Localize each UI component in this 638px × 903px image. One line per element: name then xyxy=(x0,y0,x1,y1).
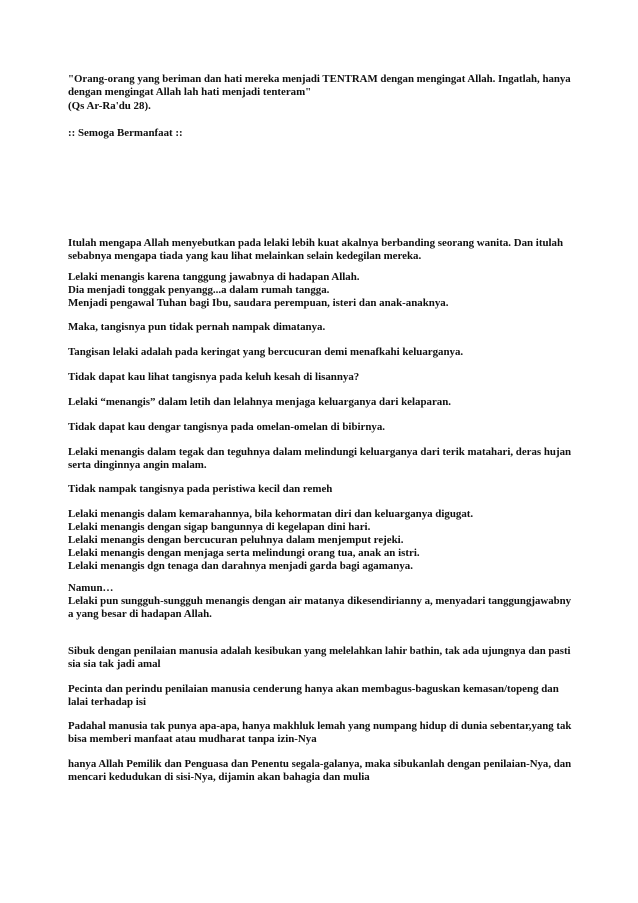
list-line-1: Lelaki menangis dalam kemarahannya, bila kehormatan diri dan keluarganya digugat. xyxy=(68,508,474,520)
responsibility-line-2: Dia menjadi tonggak penyangg...a dalam rumah tangga. xyxy=(68,284,330,296)
lovers-line-1: Pecinta dan perindu penilaian manusia cenderung hanya akan membagus-baguskan kemasan/topeng dan xyxy=(68,683,559,695)
quote-line-1: "Orang-orang yang beriman dan hati mereka menjadi TENTRAM dengan mengingat Allah. Ingatlah, hanya xyxy=(68,73,571,85)
quote-line-2: dengan mengingat Allah lah hati menjadi tenteram" xyxy=(68,86,312,98)
lovers-line-2: lalai terhadap isi xyxy=(68,696,147,708)
protect-line-2: serta dinginnya angin malam. xyxy=(68,459,207,471)
weak-line-1: Padahal manusia tak punya apa-apa, hanya makhluk lemah yang numpang hidup di dunia sebentar,yang tak xyxy=(68,720,572,732)
nagging-paragraph: Tidak dapat kau dengar tangisnya pada omelan-omelan di bibirnya. xyxy=(68,421,386,433)
quote-reference: (Qs Ar-Ra'du 28). xyxy=(68,100,151,112)
however-line-1: Namun… xyxy=(68,582,114,594)
list-line-5: Lelaki menangis dgn tenaga dan darahnya menjadi garda bagi agamanya. xyxy=(68,560,413,572)
closing-line: :: Semoga Bermanfaat :: xyxy=(68,127,183,139)
only-allah-line-1: hanya Allah Pemilik dan Penguasa dan Penentu segala-galanya, maka sibukanlah dengan penilaian-Nya, dan xyxy=(68,758,572,770)
sweat-paragraph: Tangisan lelaki adalah pada keringat yang bercucuran demi menafkahi keluarganya. xyxy=(68,346,464,358)
weak-line-2: bisa memberi manfaat atau mudharat tanpa izin-Nya xyxy=(68,733,317,745)
protect-line-1: Lelaki menangis dalam tegak dan teguhnya dalam melindungi keluarganya dari terik matahari, deras hujan xyxy=(68,446,572,458)
never-seen-paragraph: Maka, tangisnya pun tidak pernah nampak dimatanya. xyxy=(68,321,326,333)
small-events-paragraph: Tidak nampak tangisnya pada peristiwa kecil dan remeh xyxy=(68,483,333,495)
however-line-3: a yang besar di hadapan Allah. xyxy=(68,608,212,620)
intro-line-1: Itulah mengapa Allah menyebutkan pada lelaki lebih kuat akalnya berbanding seorang wanita. Dan itulah xyxy=(68,237,564,249)
list-line-2: Lelaki menangis dengan sigap bangunnya di kegelapan dini hari. xyxy=(68,521,371,533)
only-allah-line-2: mencari kedudukan di sisi-Nya, dijamin akan bahagia dan mulia xyxy=(68,771,370,783)
list-line-3: Lelaki menangis dengan bercucuran peluhnya dalam menjemput rejeki. xyxy=(68,534,404,546)
busy-line-2: sia sia tak jadi amal xyxy=(68,658,161,670)
complaint-paragraph: Tidak dapat kau lihat tangisnya pada keluh kesah di lisannya? xyxy=(68,371,360,383)
however-line-2: Lelaki pun sungguh-sungguh menangis dengan air matanya dikesendirianny a, menyadari tanggungjawabny xyxy=(68,595,572,607)
intro-line-2: sebabnya mengapa tiada yang kau lihat melainkan selain kedegilan mereka. xyxy=(68,250,422,262)
tired-paragraph: Lelaki “menangis” dalam letih dan lelahnya menjaga keluarganya dari kelaparan. xyxy=(68,396,452,408)
responsibility-line-1: Lelaki menangis karena tanggung jawabnya di hadapan Allah. xyxy=(68,271,360,283)
list-line-4: Lelaki menangis dengan menjaga serta melindungi orang tua, anak an istri. xyxy=(68,547,420,559)
responsibility-line-3: Menjadi pengawal Tuhan bagi Ibu, saudara perempuan, isteri dan anak-anaknya. xyxy=(68,297,449,309)
busy-line-1: Sibuk dengan penilaian manusia adalah kesibukan yang melelahkan lahir bathin, tak ada ujungnya dan pasti xyxy=(68,645,571,657)
